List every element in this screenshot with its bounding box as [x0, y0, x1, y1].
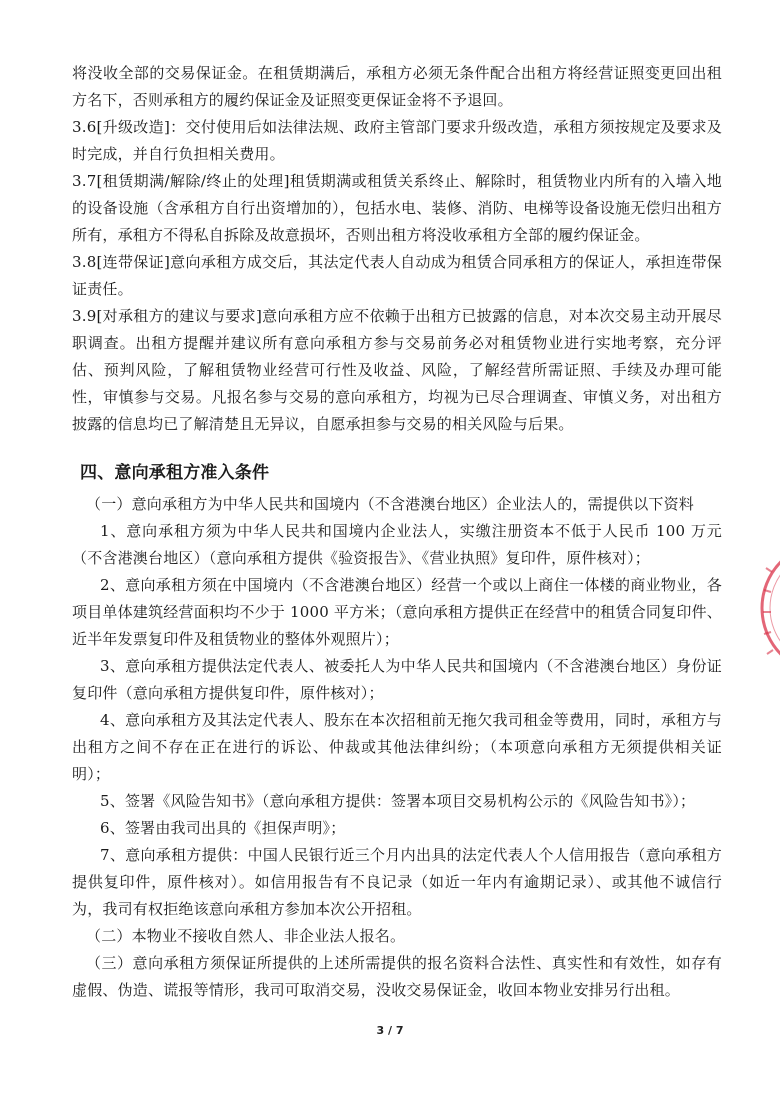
- paragraph-3-7-lease-end: 3.7[租赁期满/解除/终止的处理]租赁期满或租赁关系终止、解除时，租赁物业内所有的入墙入地的设备设施（含承租方自行出资增加的），包括水电、装修、消防、电梯等设备设施无偿归出租方所有，承租方不得私自拆除及故意损坏，否则出租方将没收承租方全部的履约保证金。: [72, 172, 722, 244]
- paragraph-3-8-joint-guarantee: 3.8[连带保证]意向承租方成交后，其法定代表人自动成为租赁合同承租方的保证人，承担连带保证责任。: [72, 253, 722, 298]
- paragraph-3-9-recommendations: 3.9[对承租方的建议与要求]意向承租方应不依赖于出租方已披露的信息，对本次交易主动开展尽职调查。出租方提醒并建议所有意向承租方参与交易前务必对租赁物业进行实地考察，充分评估、预判风险，了解租赁物业经营可行性及收益、风险，了解经营所需证照、手续及办理可能性，审慎参与交易。凡报名参与交易的意向承租方，均视为已尽合理调查、审慎义务，对出租方披露的信息均已了解清楚且无异议，自愿承担参与交易的相关风险与后果。: [72, 307, 722, 433]
- condition-part-2: （二）本物业不接收自然人、非企业法人报名。: [86, 927, 406, 945]
- section-heading-admission-conditions: 四、意向承租方准入条件: [80, 463, 270, 483]
- condition-item-1: 1、意向承租方须为中华人民共和国境内企业法人，实缴注册资本不低于人民币 100 万元（不含港澳台地区）（意向承租方提供《验资报告》、《营业执照》复印件，原件核对）；: [72, 522, 722, 567]
- condition-item-5: 5、签署《风险告知书》（意向承租方提供：签署本项目交易机构公示的《风险告知书》）；: [100, 792, 696, 810]
- paragraph-3-6-upgrade: 3.6[升级改造]：交付使用后如法律法规、政府主管部门要求升级改造，承租方须按规定及要求及时完成，并自行负担相关费用。: [72, 118, 722, 163]
- condition-item-2: 2、意向承租方须在中国境内（不含港澳台地区）经营一个或以上商住一体楼的商业物业，各项目单体建筑经营面积均不少于 1000 平方米；（意向承租方提供正在经营中的租赁合同复印件、近半年发票复印件及租赁物业的整体外观照片）；: [72, 576, 722, 648]
- condition-item-4: 4、意向承租方及其法定代表人、股东在本次招租前无拖欠我司租金等费用，同时，承租方与出租方之间不存在正在进行的诉讼、仲裁或其他法律纠纷；（本项意向承租方无须提供相关证明）；: [72, 711, 722, 783]
- condition-part-1: （一）意向承租方为中华人民共和国境内（不含港澳台地区）企业法人的，需提供以下资料: [86, 495, 695, 513]
- paragraph-deposit-forfeit: 将没收全部的交易保证金。在租赁期满后，承租方必须无条件配合出租方将经营证照变更回出租方名下，否则承租方的履约保证金及证照变更保证金将不予退回。: [72, 64, 722, 109]
- condition-part-3: （三）意向承租方须保证所提供的上述所需提供的报名资料合法性、真实性和有效性，如存有虚假、伪造、谎报等情形，我司可取消交易，没收交易保证金，收回本物业安排另行出租。: [72, 954, 722, 999]
- document-body: [72, 60, 722, 1004]
- red-seal-stamp-edge: [758, 528, 780, 688]
- condition-item-3: 3、意向承租方提供法定代表人、被委托人为中华人民共和国境内（不含港澳台地区）身份证复印件（意向承租方提供复印件，原件核对）；: [72, 657, 722, 702]
- condition-item-6: 6、签署由我司出具的《担保声明》；: [100, 819, 346, 837]
- condition-item-7: 7、意向承租方提供：中国人民银行近三个月内出具的法定代表人个人信用报告（意向承租方提供复印件，原件核对）。如信用报告有不良记录（如近一年内有逾期记录）、或其他不诚信行为，我司有权拒绝该意向承租方参加本次公开招租。: [72, 846, 722, 918]
- page-number: 3 / 7: [376, 1024, 404, 1037]
